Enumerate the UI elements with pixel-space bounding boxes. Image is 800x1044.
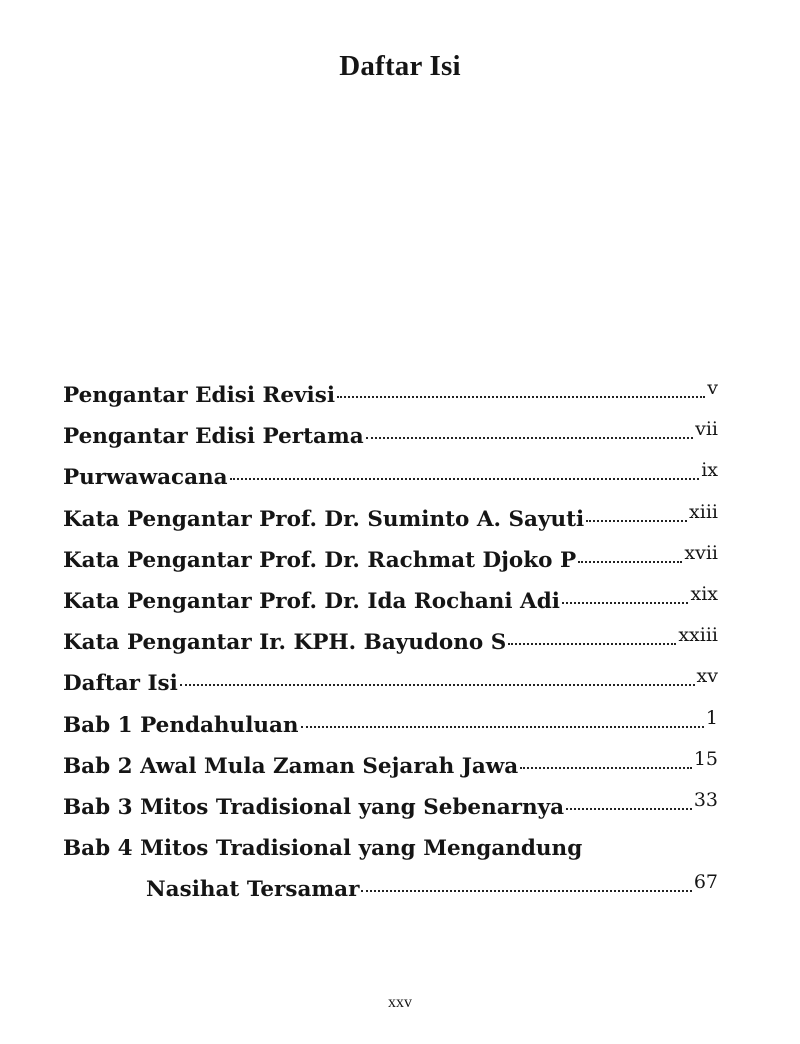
toc-entry-page: xxiii [678,624,718,647]
toc-entry-daftar-isi [63,665,718,712]
dot-leader [366,437,693,439]
dot-leader [578,561,682,563]
toc-entry-page: v [707,377,718,399]
toc-entry-label: Daftar Isi [63,671,178,697]
toc-entry-label: Bab 3 Mitos Tradisional yang Sebenarnya [63,794,565,820]
page-title: Daftar Isi [339,50,461,82]
page-number: xxv [388,994,412,1011]
toc-entry-bab-1 [63,706,718,754]
toc-entry-page: xv [696,665,718,688]
dot-leader [337,396,705,398]
toc-entry-label: Bab 1 Pendahuluan [63,712,299,738]
toc-entry-bab-4-line1 [63,836,718,877]
table-of-contents [63,377,718,918]
toc-entry-page: ix [701,459,718,482]
dot-leader [361,890,691,892]
toc-entry-bab-3 [63,788,718,836]
toc-entry-label: Kata Pengantar Prof. Dr. Suminto A. Sayuti [63,506,585,532]
dot-leader [586,520,687,522]
toc-entry-page: 33 [693,788,718,811]
toc-entry-bab-2 [63,747,718,795]
toc-entry-kata-pengantar-sayuti [63,500,718,548]
toc-entry-page: 67 [693,871,718,894]
dot-leader [301,726,704,728]
toc-entry-page: xix [690,582,718,605]
toc-entry-label: Pengantar Edisi Pertama [63,424,364,450]
toc-entry-page: vii [695,418,718,441]
toc-entry-page: xiii [689,500,718,523]
toc-entry-purwawacana [63,459,718,506]
toc-entry-label: Bab 2 Awal Mula Zaman Sejarah Jawa [63,753,519,779]
toc-entry-page: xvii [684,541,718,564]
dot-leader [230,478,700,480]
toc-entry-kata-pengantar-ida [63,582,718,630]
toc-entry-kata-pengantar-djoko [63,541,718,589]
toc-entry-page: 1 [705,706,718,729]
toc-entry-label: Purwawacana [63,465,228,491]
dot-leader [562,602,689,604]
toc-entry-pengantar-edisi-revisi [63,377,718,424]
toc-entry-bab-4-line2 [63,871,718,918]
toc-entry-kata-pengantar-bayudono [63,624,718,671]
dot-leader [508,643,676,645]
toc-entry-page: 15 [693,747,718,770]
toc-entry-label: Pengantar Edisi Revisi [63,383,335,408]
toc-entry-label: Kata Pengantar Prof. Dr. Rachmat Djoko P [63,547,577,573]
toc-entry-label: Kata Pengantar Prof. Dr. Ida Rochani Adi [63,588,560,614]
toc-entry-pengantar-edisi-pertama [63,418,718,465]
toc-entry-label: Kata Pengantar Ir. KPH. Bayudono S [63,630,507,656]
toc-entry-label: Nasihat Tersamar [146,877,360,903]
toc-entry-label: Bab 4 Mitos Tradisional yang Mengandung [63,836,583,862]
dot-leader [520,767,692,769]
dot-leader [566,808,692,810]
dot-leader [180,684,695,686]
